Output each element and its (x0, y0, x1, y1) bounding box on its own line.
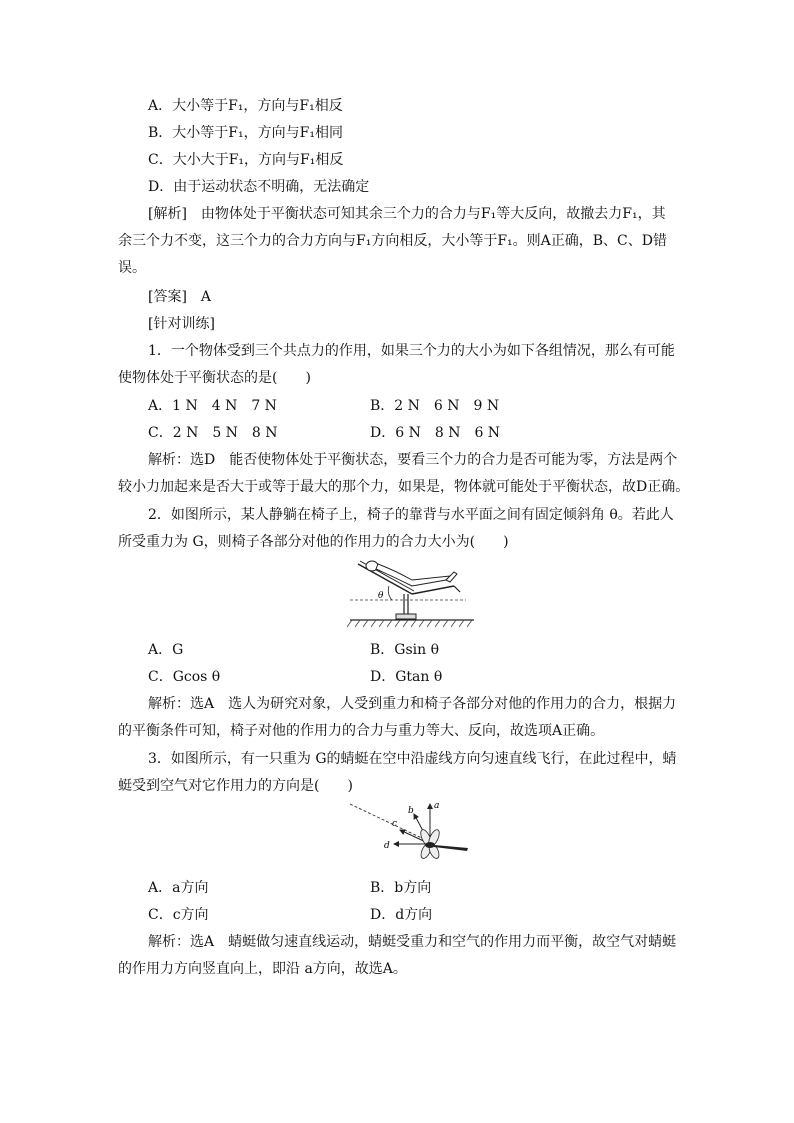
q0-option-d: D．由于运动状态不明确，无法确定 (148, 179, 370, 195)
q0-answer: [答案] A (148, 289, 212, 305)
q0-option-b: B．大小等于F₁，方向与F₁相同 (148, 125, 343, 141)
q0-analysis-line2: 余三个力不变，这三个力的合力方向与F₁方向相反，大小等于F₁。则A正确，B、C、D错 (118, 233, 667, 249)
dragonfly-figure (346, 798, 472, 870)
q2-option-d: D．Gtan θ (370, 669, 443, 685)
q3-stem-line1: 3．如图所示，有一只重为 G的蜻蜓在空中沿虚线方向匀速直线飞行，在此过程中，蜻 (148, 751, 677, 767)
q1-option-a: A．1 N 4 N 7 N (148, 398, 277, 414)
label-d: d (384, 841, 390, 851)
q0-analysis-line1: [解析] 由物体处于平衡状态可知其余三个力的合力与F₁等大反向，故撤去力F₁，其 (148, 206, 666, 222)
label-a: a (434, 801, 440, 811)
q1-option-c: C．2 N 5 N 8 N (148, 425, 278, 441)
q2-stem-line2: 所受重力为 G，则椅子各部分对他的作用力的合力大小为( ) (118, 534, 509, 550)
q2-option-a: A．G (148, 642, 184, 658)
label-b: b (408, 806, 414, 816)
q0-option-a: A．大小等于F₁，方向与F₁相反 (148, 98, 343, 114)
training-title: [针对训练] (148, 316, 215, 332)
q0-option-c: C．大小大于F₁，方向与F₁相反 (148, 152, 344, 168)
q1-option-d: D．6 N 8 N 6 N (370, 425, 501, 441)
theta-label: θ (378, 591, 384, 601)
q3-analysis-line1: 解析：选A 蜻蜓做匀速直线运动，蜻蜓受重力和空气的作用力而平衡，故空气对蜻蜓 (148, 934, 677, 950)
q2-stem-line1: 2．如图所示，某人静躺在椅子上，椅子的靠背与水平面之间有固定倾斜角 θ。若此人 (148, 507, 674, 523)
reclining-chair-figure (346, 556, 478, 632)
q3-option-c: C．c方向 (148, 907, 209, 923)
label-c: c (392, 819, 398, 829)
q1-option-b: B．2 N 6 N 9 N (370, 398, 500, 414)
q1-analysis-line1: 解析：选D 能否使物体处于平衡状态，要看三个力的合力是否可能为零，方法是两个 (148, 452, 678, 468)
q0-analysis-line3: 误。 (118, 260, 146, 276)
q2-option-c: C．Gcos θ (148, 669, 221, 685)
q2-analysis-line2: 的平衡条件可知，椅子对他的作用力的合力与重力等大、反向，故选项A正确。 (118, 723, 605, 739)
q3-analysis-line2: 的作用力方向竖直向上，即沿 a方向，故选A。 (118, 961, 407, 977)
q3-stem-line2: 蜓受到空气对它作用力的方向是( ) (118, 778, 353, 794)
q1-stem-line1: 1．一个物体受到三个共点力的作用，如果三个力的大小为如下各组情况，那么有可能 (148, 343, 675, 359)
q2-option-b: B．Gsin θ (370, 642, 440, 658)
q3-option-b: B．b方向 (370, 880, 432, 896)
q1-stem-line2: 使物体处于平衡状态的是( ) (118, 370, 311, 386)
q3-option-d: D．d方向 (370, 907, 433, 923)
q1-analysis-line2: 较小力加起来是否大于或等于最大的那个力，如果是，物体就可能处于平衡状态，故D正确。 (118, 479, 690, 495)
q2-analysis-line1: 解析：选A 选人为研究对象，人受到重力和椅子各部分对他的作用力的合力，根据力 (148, 696, 677, 712)
q3-option-a: A．a方向 (148, 880, 209, 896)
